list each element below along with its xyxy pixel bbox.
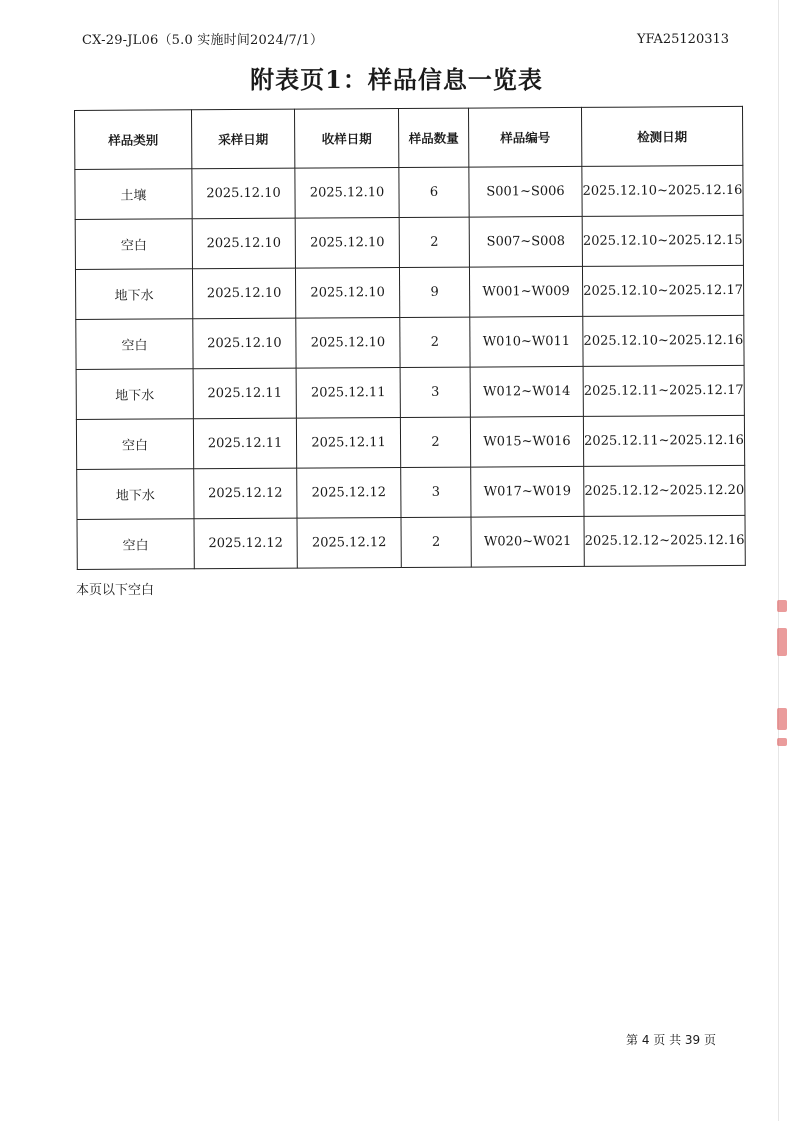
cell-sampling-date: 2025.12.10 [193,318,296,369]
seal-edge-mark [777,628,787,656]
cell-category: 空白 [77,519,194,570]
cell-sampling-date: 2025.12.10 [192,218,295,269]
report-number: YFA25120313 [637,32,730,47]
cell-sampling-date: 2025.12.12 [194,518,297,569]
cell-testing-date: 2025.12.11~2025.12.17 [583,365,744,416]
cell-receiving-date: 2025.12.11 [296,418,400,469]
cell-receiving-date: 2025.12.12 [297,468,401,519]
scan-edge-line [778,0,779,1121]
cell-receiving-date: 2025.12.10 [295,268,399,319]
cell-sampling-date: 2025.12.11 [193,368,296,419]
column-header-sample-id: 样品编号 [468,107,581,167]
cell-receiving-date: 2025.12.10 [295,168,399,219]
column-header-sampling-date: 采样日期 [192,109,295,169]
cell-category: 空白 [75,219,192,270]
seal-edge-mark [777,708,787,730]
cell-category: 地下水 [77,469,194,520]
cell-testing-date: 2025.12.12~2025.12.20 [584,465,745,516]
cell-testing-date: 2025.12.10~2025.12.15 [582,215,743,266]
cell-testing-date: 2025.12.11~2025.12.16 [583,415,744,466]
cell-quantity: 2 [401,517,471,567]
seal-edge-mark [777,600,787,612]
table-row [76,365,744,419]
column-header-receiving-date: 收样日期 [294,109,398,169]
cell-quantity: 9 [399,267,469,317]
sample-info-table [74,106,746,570]
cell-category: 空白 [76,319,193,370]
sample-info-table-wrapper [74,106,745,570]
cell-category: 土壤 [75,169,192,220]
cell-sample-id: W010~W011 [470,316,583,367]
cell-sample-id: W015~W016 [470,416,583,467]
cell-quantity: 2 [400,317,470,367]
blank-below-note: 本页以下空白 [76,583,155,598]
column-header-testing-date: 检测日期 [581,106,742,166]
cell-testing-date: 2025.12.10~2025.12.16 [582,165,743,216]
cell-sample-id: S001~S006 [469,166,582,217]
cell-sampling-date: 2025.12.10 [192,268,295,319]
table-row [76,315,744,369]
cell-quantity: 2 [400,417,470,467]
column-header-quantity: 样品数量 [398,108,468,167]
page-number: 第 4 页 共 39 页 [626,1033,716,1047]
cell-quantity: 3 [401,467,471,517]
cell-sample-id: W017~W019 [471,466,584,517]
cell-sample-id: W001~W009 [469,266,582,317]
cell-quantity: 2 [399,217,469,267]
column-header-category: 样品类别 [75,110,192,170]
table-row [77,515,745,569]
cell-receiving-date: 2025.12.10 [296,318,400,369]
cell-receiving-date: 2025.12.11 [296,368,400,419]
seal-edge-mark [777,738,787,746]
table-row [76,415,744,469]
cell-sampling-date: 2025.12.12 [194,468,297,519]
cell-testing-date: 2025.12.10~2025.12.17 [582,265,743,316]
cell-testing-date: 2025.12.10~2025.12.16 [583,315,744,366]
table-row [75,165,743,219]
page-title: 附表页1：样品信息一览表 [250,65,543,94]
cell-quantity: 3 [400,367,470,417]
cell-category: 空白 [76,419,193,470]
table-row [75,215,743,269]
table-row [77,465,745,519]
cell-category: 地下水 [75,269,192,320]
cell-sampling-date: 2025.12.11 [193,418,296,469]
document-code: CX-29-JL06（5.0 实施时间2024/7/1） [82,33,324,48]
cell-testing-date: 2025.12.12~2025.12.16 [584,515,745,566]
cell-receiving-date: 2025.12.12 [297,518,401,569]
cell-quantity: 6 [399,167,469,217]
cell-receiving-date: 2025.12.10 [295,218,399,269]
cell-sample-id: S007~S008 [469,216,582,267]
cell-category: 地下水 [76,369,193,420]
table-header-row [75,106,743,169]
table-row [75,265,743,319]
cell-sampling-date: 2025.12.10 [192,168,295,219]
cell-sample-id: W012~W014 [470,366,583,417]
cell-sample-id: W020~W021 [471,516,584,567]
